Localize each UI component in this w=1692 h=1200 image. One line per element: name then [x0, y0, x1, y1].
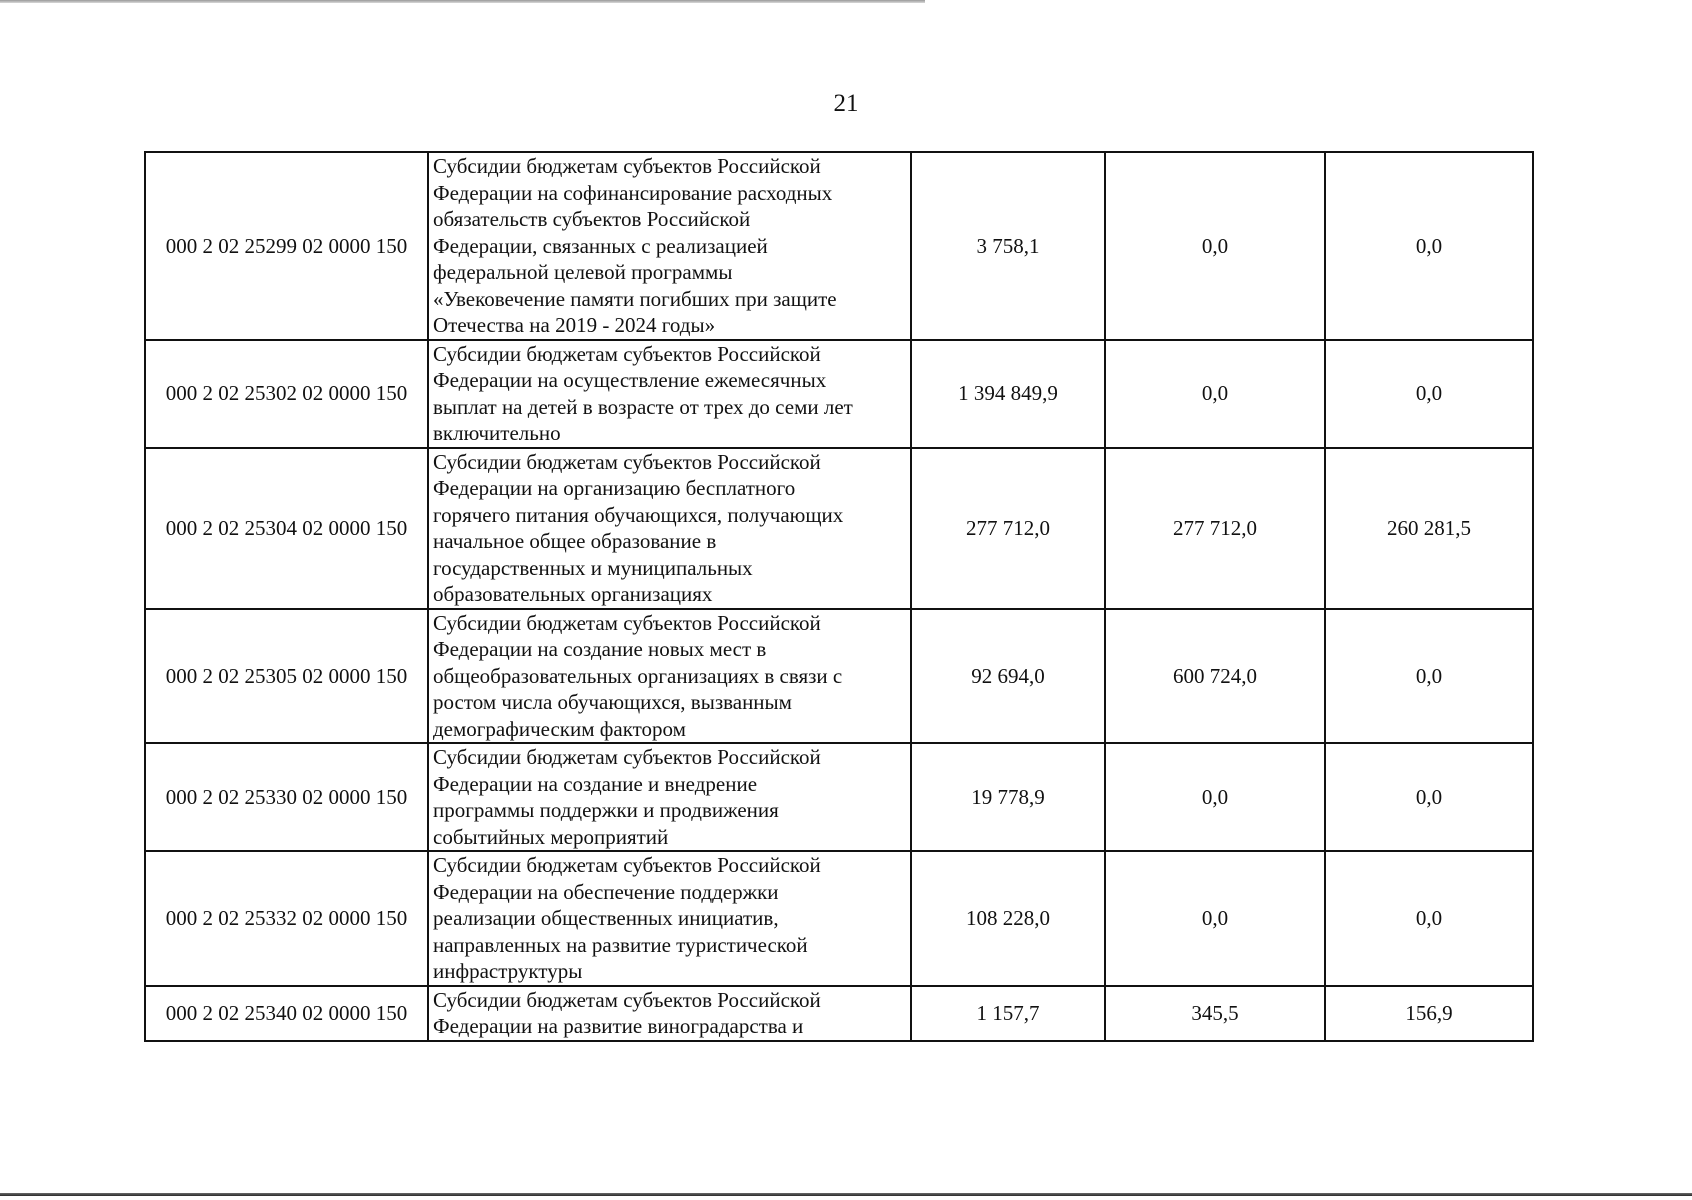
table-row [145, 448, 1533, 609]
description-line: выплат на детей в возрасте от трех до семи лет [433, 394, 853, 419]
budget-code-cell: 000 2 02 25302 02 0000 150 [145, 340, 428, 448]
table-row [145, 152, 1533, 340]
table-row [145, 609, 1533, 744]
description-line: Субсидии бюджетам субъектов Российской [433, 341, 821, 366]
description-line: демографическим фактором [433, 716, 686, 741]
budget-code-cell: 000 2 02 25340 02 0000 150 [145, 986, 428, 1041]
value-cell-3: 0,0 [1325, 851, 1533, 986]
value-cell-1: 1 157,7 [911, 986, 1105, 1041]
description-cell [428, 448, 911, 609]
value-cell-3: 0,0 [1325, 340, 1533, 448]
description-line: общеобразовательных организациях в связи с [433, 663, 843, 688]
description-line: Субсидии бюджетам субъектов Российской [433, 987, 821, 1012]
table-row [145, 340, 1533, 448]
value-cell-3: 156,9 [1325, 986, 1533, 1041]
budget-code-cell: 000 2 02 25330 02 0000 150 [145, 743, 428, 851]
description-line: Федерации на обеспечение поддержки [433, 879, 779, 904]
value-cell-1: 19 778,9 [911, 743, 1105, 851]
value-cell-3: 260 281,5 [1325, 448, 1533, 609]
description-cell [428, 743, 911, 851]
value-cell-2: 0,0 [1105, 152, 1325, 340]
description-line: Федерации на осуществление ежемесячных [433, 368, 827, 392]
value-cell-3: 0,0 [1325, 152, 1533, 340]
scan-edge-top [0, 0, 925, 3]
description-line: государственных и муниципальных [433, 555, 753, 580]
budget-table-body [145, 152, 1533, 1041]
budget-code-cell: 000 2 02 25305 02 0000 150 [145, 609, 428, 744]
value-cell-2: 600 724,0 [1105, 609, 1325, 744]
budget-code-cell: 000 2 02 25299 02 0000 150 [145, 152, 428, 340]
description-line: Федерации на создание новых мест в [433, 637, 767, 661]
value-cell-2: 0,0 [1105, 340, 1325, 448]
description-cell [428, 851, 911, 986]
value-cell-2: 277 712,0 [1105, 448, 1325, 609]
description-cell [428, 986, 911, 1041]
budget-table [144, 151, 1534, 1042]
table-row [145, 851, 1533, 986]
description-line: Федерации на создание и внедрение [433, 771, 758, 796]
value-cell-1: 3 758,1 [911, 152, 1105, 340]
description-line: направленных на развитие туристической [433, 932, 808, 957]
description-cell [428, 152, 911, 340]
value-cell-1: 277 712,0 [911, 448, 1105, 609]
description-line: включительно [433, 421, 561, 445]
value-cell-2: 0,0 [1105, 851, 1325, 986]
value-cell-1: 1 394 849,9 [911, 340, 1105, 448]
description-line: событийных мероприятий [433, 824, 669, 849]
budget-code-cell: 000 2 02 25332 02 0000 150 [145, 851, 428, 986]
description-line: «Увековечение памяти погибших при защите [433, 286, 837, 311]
description-cell [428, 609, 911, 744]
description-line: Субсидии бюджетам субъектов Российской [433, 745, 821, 769]
description-line: федеральной целевой программы [433, 260, 733, 284]
description-line: образовательных организациях [433, 582, 713, 606]
description-cell [428, 340, 911, 448]
description-line: Федерации на организацию бесплатного [433, 476, 796, 500]
description-line: Субсидии бюджетам субъектов Российской [433, 610, 821, 635]
description-line: Федерации на софинансирование расходных [433, 180, 833, 205]
value-cell-2: 345,5 [1105, 986, 1325, 1041]
scan-edge-bottom [0, 1193, 1692, 1196]
value-cell-2: 0,0 [1105, 743, 1325, 851]
description-line: программы поддержки и продвижения [433, 798, 779, 822]
table-row [145, 986, 1533, 1041]
budget-code-cell: 000 2 02 25304 02 0000 150 [145, 448, 428, 609]
description-line: Субсидии бюджетам субъектов Российской [433, 853, 821, 877]
description-line: начальное общее образование в [433, 529, 717, 553]
description-line: инфраструктуры [433, 959, 583, 983]
table-row [145, 743, 1533, 851]
description-line: реализации общественных инициатив, [433, 906, 779, 930]
description-line: Субсидии бюджетам субъектов Российской [433, 154, 821, 178]
value-cell-3: 0,0 [1325, 609, 1533, 744]
description-line: горячего питания обучающихся, получающих [433, 502, 844, 527]
description-line: Отечества на 2019 - 2024 годы» [433, 313, 716, 337]
description-line: ростом числа обучающихся, вызванным [433, 690, 792, 714]
description-line: Субсидии бюджетам субъектов Российской [433, 449, 821, 474]
description-line: Федерации, связанных с реализацией [433, 233, 768, 258]
description-line: обязательств субъектов Российской [433, 207, 751, 231]
value-cell-1: 108 228,0 [911, 851, 1105, 986]
value-cell-3: 0,0 [1325, 743, 1533, 851]
value-cell-1: 92 694,0 [911, 609, 1105, 744]
description-line: Федерации на развитие виноградарства и [433, 1014, 804, 1038]
page-number: 21 [833, 90, 859, 117]
